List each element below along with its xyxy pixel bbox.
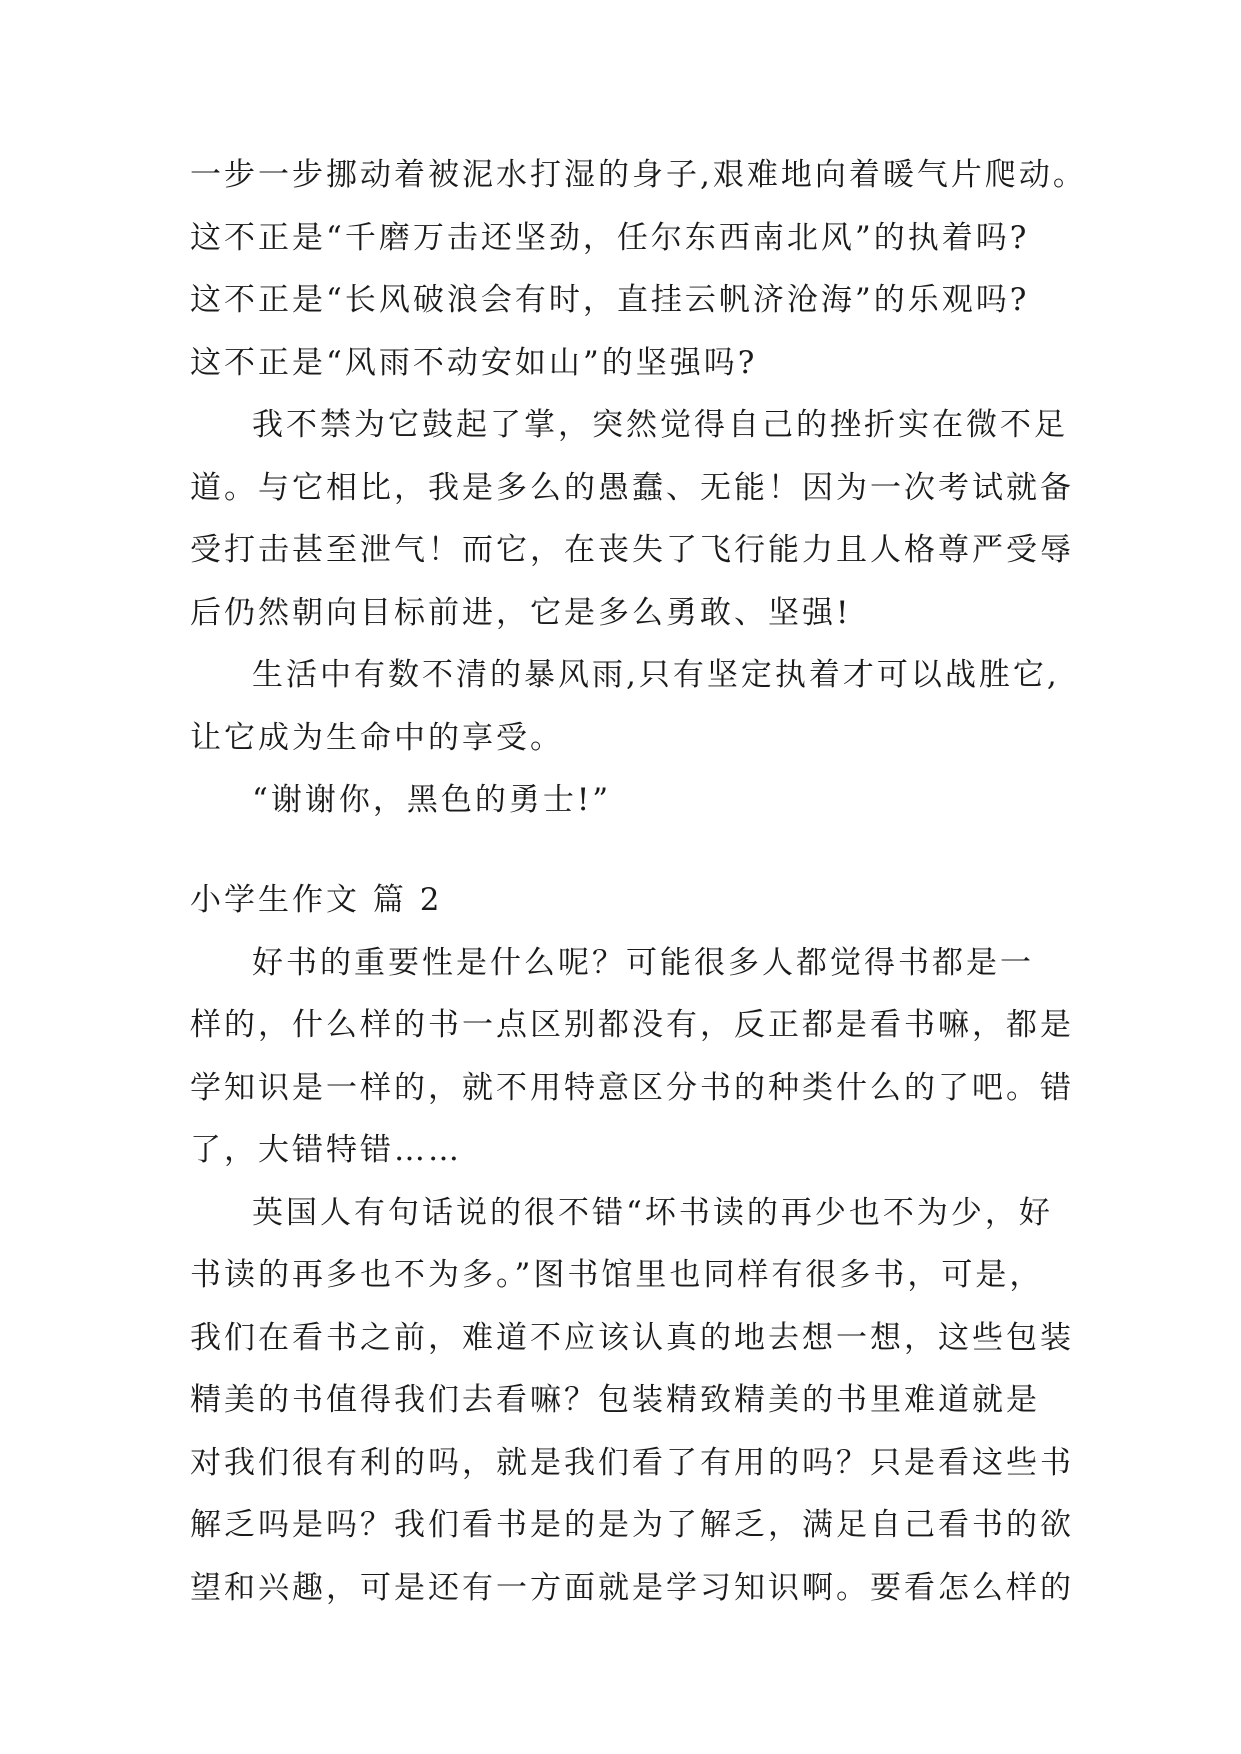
text-line: 书读的再多也不为多。”图书馆里也同样有很多书，可是， bbox=[190, 1257, 1044, 1293]
text-line: 解乏吗是吗？我们看书是的是为了解乏，满足自己看书的欲 bbox=[190, 1507, 1074, 1543]
text-line: 让它成为生命中的享受。 bbox=[190, 720, 564, 756]
text-line: 一步一步挪动着被泥水打湿的身子,艰难地向着暖气片爬动。 bbox=[190, 157, 1087, 193]
text-line: 受打击甚至泄气！而它，在丧失了飞行能力且人格尊严受辱 bbox=[190, 532, 1074, 568]
section-heading: 小学生作文 篇 2 bbox=[190, 882, 443, 918]
text-line: 后仍然朝向目标前进，它是多么勇敢、坚强! bbox=[190, 595, 852, 631]
text-line: 我不禁为它鼓起了掌，突然觉得自己的挫折实在微不足 bbox=[252, 407, 1068, 443]
text-line: 对我们很有利的吗，就是我们看了有用的吗？只是看这些书 bbox=[190, 1445, 1074, 1481]
text-line: 好书的重要性是什么呢？可能很多人都觉得书都是一 bbox=[252, 945, 1034, 981]
text-line: 了，大错特错…… bbox=[190, 1132, 462, 1168]
text-line: 学知识是一样的，就不用特意区分书的种类什么的了吧。错 bbox=[190, 1070, 1074, 1106]
text-line: 生活中有数不清的暴风雨,只有坚定执着才可以战胜它, bbox=[252, 657, 1060, 693]
text-line: “谢谢你，黑色的勇士!” bbox=[252, 782, 612, 818]
text-line: 道。与它相比，我是多么的愚蠢、无能！因为一次考试就备 bbox=[190, 470, 1074, 506]
text-line: 这不正是“长风破浪会有时，直挂云帆济沧海”的乐观吗? bbox=[190, 282, 1030, 318]
text-line: 精美的书值得我们去看嘛？包装精致精美的书里难道就是 bbox=[190, 1382, 1040, 1418]
text-line: 这不正是“风雨不动安如山”的坚强吗? bbox=[190, 345, 758, 381]
text-line: 英国人有句话说的很不错“坏书读的再少也不为少，好 bbox=[252, 1195, 1053, 1231]
text-line: 望和兴趣，可是还有一方面就是学习知识啊。要看怎么样的 bbox=[190, 1570, 1074, 1606]
text-line: 我们在看书之前，难道不应该认真的地去想一想，这些包装 bbox=[190, 1320, 1074, 1356]
text-line: 这不正是“千磨万击还坚劲，任尔东西南北风”的执着吗? bbox=[190, 220, 1030, 256]
text-line: 样的，什么样的书一点区别都没有，反正都是看书嘛，都是 bbox=[190, 1007, 1074, 1043]
